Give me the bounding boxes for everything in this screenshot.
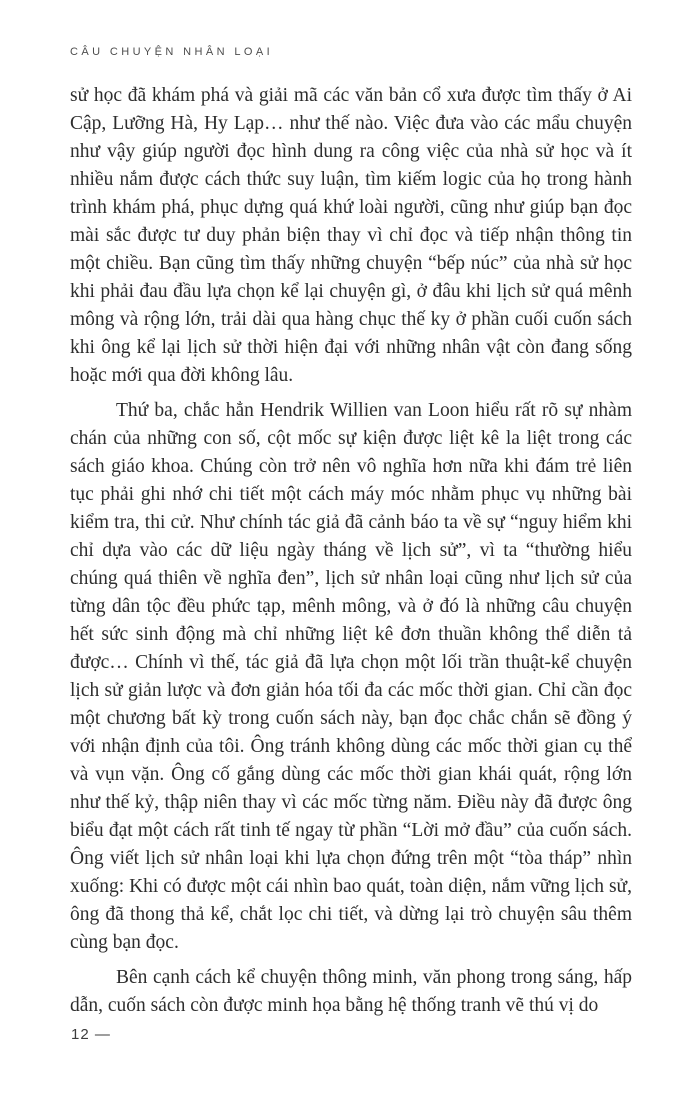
running-header: CÂU CHUYỆN NHÂN LOẠI — [70, 46, 274, 58]
body-paragraph: Thứ ba, chắc hẳn Hendrik Willien van Loon hiểu rất rõ sự nhàm chán của những con số, cột mốc sự kiện được liệt kê la liệt trong các sách giáo khoa. Chúng còn trở nên vô nghĩa hơn nữa khi đám trẻ liên tục phải ghi nhớ chi tiết một cách máy móc nhằm phục vụ những bài kiểm tra, thi cử. Như chính tác giả đã cảnh báo ta về sự “nguy hiểm khi chỉ dựa vào các dữ liệu ngày tháng về lịch sử”, vì ta “thường hiểu chúng quá thiên về nghĩa đen”, lịch sử nhân loại cũng như lịch sử của từng dân tộc đều phức tạp, mênh mông, và ở đó là những câu chuyện hết sức sinh động mà chỉ những liệt kê đơn thuần không thể diễn tả được… Chính vì thế, tác giả đã lựa chọn một lối trần thuật-kể chuyện lịch sử giản lược và đơn giản hóa tối đa các mốc thời gian. Chỉ cần đọc một chương bất kỳ trong cuốn sách này, bạn đọc chắc chắn sẽ đồng ý với nhận định của tôi. Ông tránh không dùng các mốc thời gian cụ thể và vụn vặn. Ông cố gắng dùng các mốc thời gian khái quát, rộng lớn như thế kỷ, thập niên thay vì các mốc từng năm. Điều này đã được ông biểu đạt một cách rất tinh tế ngay từ phần “Lời mở đầu” của cuốn sách. Ông viết lịch sử nhân loại khi lựa chọn đứng trên một “tòa tháp” nhìn xuống: Khi có được một cái nhìn bao quát, toàn diện, nắm vững lịch sử, ông đã thong thả kể, chắt lọc chi tiết, và dừng lại trò chuyện sâu thêm cùng bạn đọc. — [70, 400, 632, 953]
page-number: 12 — — [71, 1026, 111, 1043]
body-paragraph: Bên cạnh cách kể chuyện thông minh, văn phong trong sáng, hấp dẫn, cuốn sách còn được minh họa bằng hệ thống tranh vẽ thú vị do — [70, 967, 632, 1016]
body-paragraph: sử học đã khám phá và giải mã các văn bản cổ xưa được tìm thấy ở Ai Cập, Lưỡng Hà, Hy Lạp… như thế nào. Việc đưa vào các mẩu chuyện như vậy giúp người đọc hình dung ra công việc của nhà sử học và ít nhiều nắm được cách thức suy luận, tìm kiếm logic của họ trong hành trình khám phá, phục dựng quá khứ loài người, cũng như giúp bạn đọc mài sắc được tư duy phản biện thay vì chỉ đọc và tiếp nhận thông tin một chiều. Bạn cũng tìm thấy những chuyện “bếp núc” của nhà sử học khi phải đau đầu lựa chọn kể lại chuyện gì, ở đâu khi lịch sử quá mênh mông và rộng lớn, trải dài qua hàng chục thế ky ở phần cuối cuốn sách khi ông kể lại lịch sử thời hiện đại với những nhân vật còn đang sống hoặc mới qua đời không lâu. — [70, 85, 632, 386]
page-body — [70, 82, 632, 1020]
